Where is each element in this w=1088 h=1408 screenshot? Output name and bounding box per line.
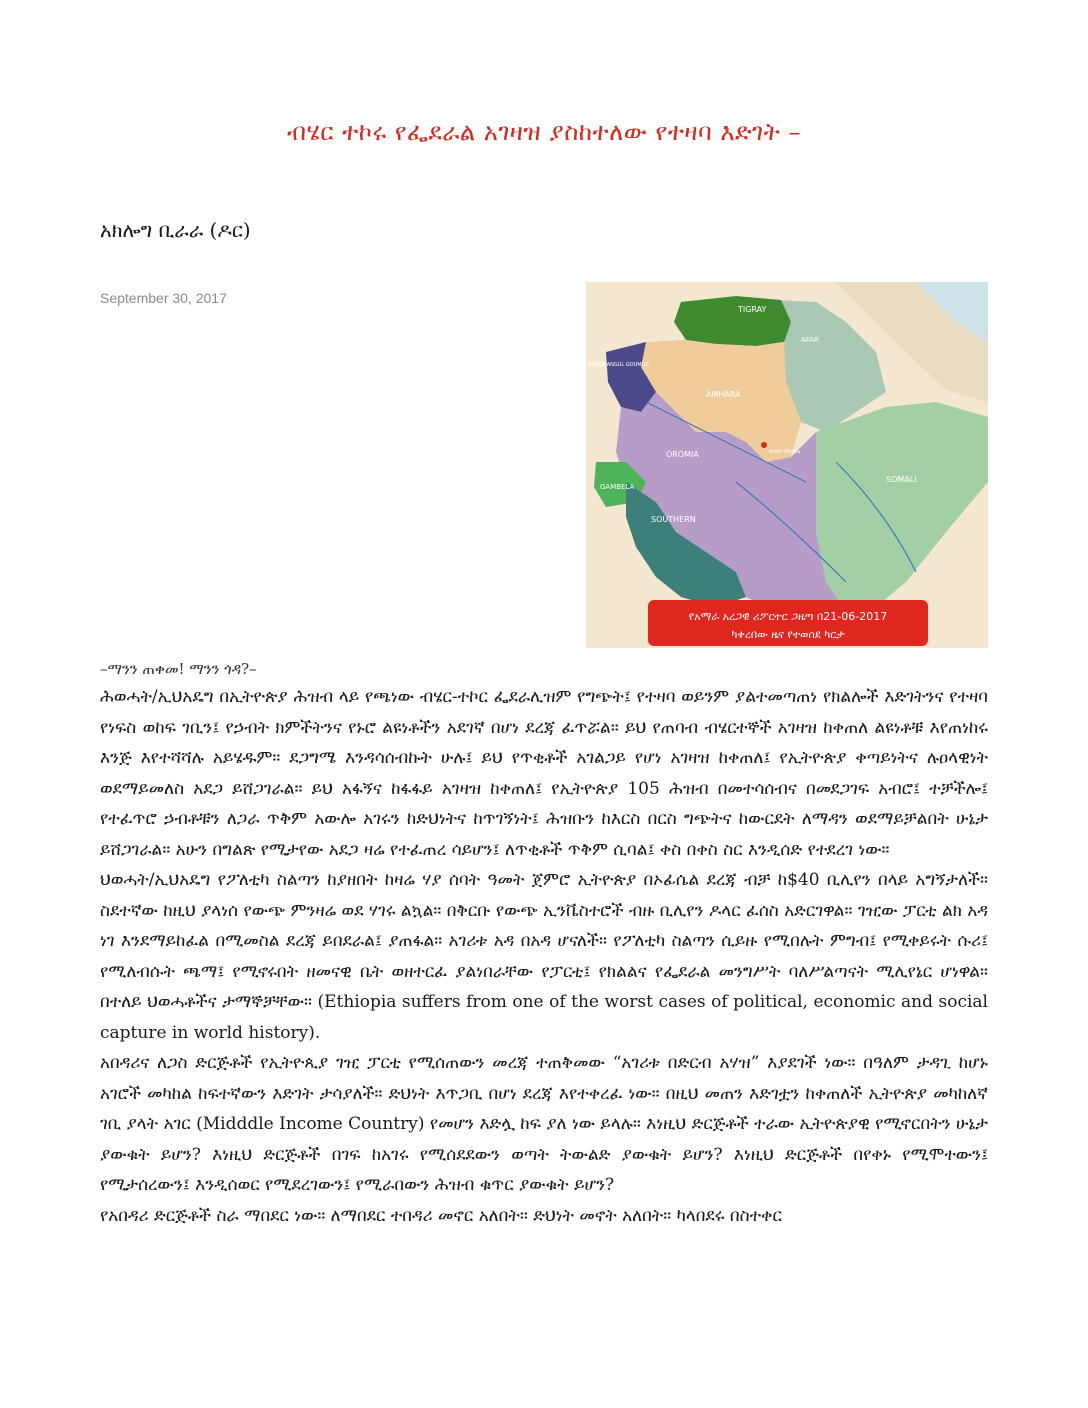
article-body xyxy=(100,682,988,1231)
page-title: ብሄር ተኮሩ የፌደራል አገዛዝ ያስከተለው የተዛባ እድገት – xyxy=(287,118,801,146)
publish-date: September 30, 2017 xyxy=(100,290,227,306)
map-image xyxy=(586,282,988,648)
label-gambela: GAMBELA xyxy=(600,483,635,491)
paragraph: ሕወሓት/ኢህአዴግ በኢትዮጵያ ሕዝብ ላይ የጫነው ብሄር-ተኮር ፌደራሊዝም የግጭት፤ የተዛባ ወይንም ያልተመጣጠነ የክልሎች እድገትንና የተዛባ የነፍስ ወከፍ ገቢን፤ የኃብት ክምችትንና የኑሮ ልዩነቶችን አደገኛ በሆነ ደረጃ ፈጥሯል። ይህ የጠባብ ብሄርተኞች አገዛዝ ከቀጠለ ልዩነቶቹ እየጠነከሩ እንጅ እየተሻሻሉ አይሄዱም። ደጋግሜ እንዳሳሰብኩት ሁሉ፤ ይህ የጥቂቶች አገልጋይ የሆነ አገዛዝ ከቀጠለ፤ የኢትዮጵያ ቀጣይነትና ሉዐላዊነት ወደማይመለስ አደጋ ይሸጋገራል። ይህ አፋኝና ከፋፋይ አገዛዝ ከቀጠለ፤ የኢትዮጵያ 105 ሕዝብ በመተሳሰብና በመደጋገፍ አብሮ፤ ተቻችሎ፤ የተፈጥሮ ኃብቶቹን ለጋራ ጥቅም አውሎ አገሩን ከድህነትና ከጥገኝነት፤ ሕዝቡን ከእርስ በርስ ግጭትና ከውርደት ለማዳን ወደማይቻልበት ሁኔታ ይሸጋገራል። አሁን በግልጽ የሚታየው አደጋ ዛሬ የተፈጠረ ሳይሆን፤ ለጥቂቶች ጥቅም ሲባል፤ ቀስ በቀስ ስር እንዲሰድ የተደረገ ነው። xyxy=(100,687,988,860)
paragraph: የአበዳሪ ድርጅቶች ስራ ማበደር ነው። ለማበደር ተበዳሪ መኖር አለበት። ድህነት መኖት አለበት። ካላበደሩ በስተቀር xyxy=(100,1205,782,1226)
label-tigray: TIGRAY xyxy=(738,305,767,314)
author-name: አክሎግ ቢራራ (ዶር) xyxy=(100,218,251,242)
label-oromia: OROMIA xyxy=(666,450,699,459)
label-amhara: AMHARA xyxy=(706,390,741,399)
label-addis-ababa: Addis Ababa xyxy=(769,449,801,455)
label-afar: AFAR xyxy=(801,336,819,344)
map-caption-line1: የአማራ አረጋዊ ሪፖርተር ጋዜጣ በ21-06-2017 xyxy=(688,610,888,623)
ethiopia-regional-map xyxy=(586,282,988,648)
region-tigray xyxy=(674,296,791,346)
label-benishangul: BENISHANGUL GOUMUZ xyxy=(588,362,649,368)
label-somali: SOMALI xyxy=(886,475,917,484)
addis-ababa-marker xyxy=(761,442,767,448)
paragraph: አበዳሪና ለጋስ ድርጅቶች የኢትዮጲያ ገዢ ፓርቲ የሚሰጠውን መረጃ ተጠቅመው “አገሪቱ በድርብ አሃዝ” እያደገች ነው። በዓለም ታዳጊ ከሆኑ አገሮች መካከል ከፍተኛውን እድገት ታሳያለች። ድህነት እጥጋቢ በሆነ ደረጃ እየተቀረፈ ነው። በዚህ መጠን እድገቷን ከቀጠለች ኢትዮጵያ መካከለኛ ገቢ ያላት አገር (Midddle Income Country) የመሆን እድሏ ከፍ ያለ ነው ይላሉ። እነዚህ ድርጅቶች ተራው ኢትዮጵያዊ የሚኖርበትን ሁኔታ ያውቁት ይሆን? እነዚህ ድርጅቶች በገፍ ከአገሩ የሚሰደደውን ወጣት ትውልድ ያውቁት ይሆን? እነዚህ ድርጅቶች በየቀኑ የሚሞተውን፤ የሚታሰረውን፤ እንዲሰወር የሚደረገውን፤ የሚራበውን ሕዝብ ቁጥር ያውቁት ይሆን? xyxy=(100,1053,988,1195)
map-caption-line2: ካቀረበው ዜና የተወሰደ ካርታ xyxy=(731,628,845,641)
label-southern: SOUTHERN xyxy=(651,515,696,524)
paragraph: ህወሓት/ኢህአዴግ የፖለቲካ ስልጣን ከያዘበት ከዛሬ ሃያ ሰባት ዓመት ጀምሮ ኢትዮጵያ በኦፊሴል ደረጃ ብቻ ከ$40 ቢሊየን በላይ አግኝታለች። ስደተኛው ከዚህ ያላነሰ የውጭ ምንዛሬ ወደ ሃገሩ ልኳል። በቅርቡ የውጭ ኢንቬስተሮች ብዙ ቢሊየን ዶላር ፈሰስ አድርገዋል። ገዢው ፓርቲ ልክ አዳ ነገ እንደማይከፈል በሚመስል ደረጃ ይበደራል፤ ያጠፋል። አገሪቱ አዳ በአዳ ሆናለች። የፖለቲካ ስልጣን ሲይዙ የሚበሉት ምግብ፤ የሚቀይሩት ሱሪ፤ የሚለብሱት ጫማ፤ የሚኖሩበት ዘመናዊ ቤት ወዘተርፈ ያልነበራቸው የፓርቲ፤ የክልልና የፌደራል መንግሥት ባለሥልጣናት ሚሊየኔር ሆነዋል። በተለይ ህወሓቶችና ታማኞቻቸው። (Ethiopia suffers from one of the worst cases of political, economic and social capture in world history). xyxy=(100,870,988,1043)
article-subheading: –ማንን ጠቀመ! ማንን ጎዳ?– xyxy=(100,660,257,678)
